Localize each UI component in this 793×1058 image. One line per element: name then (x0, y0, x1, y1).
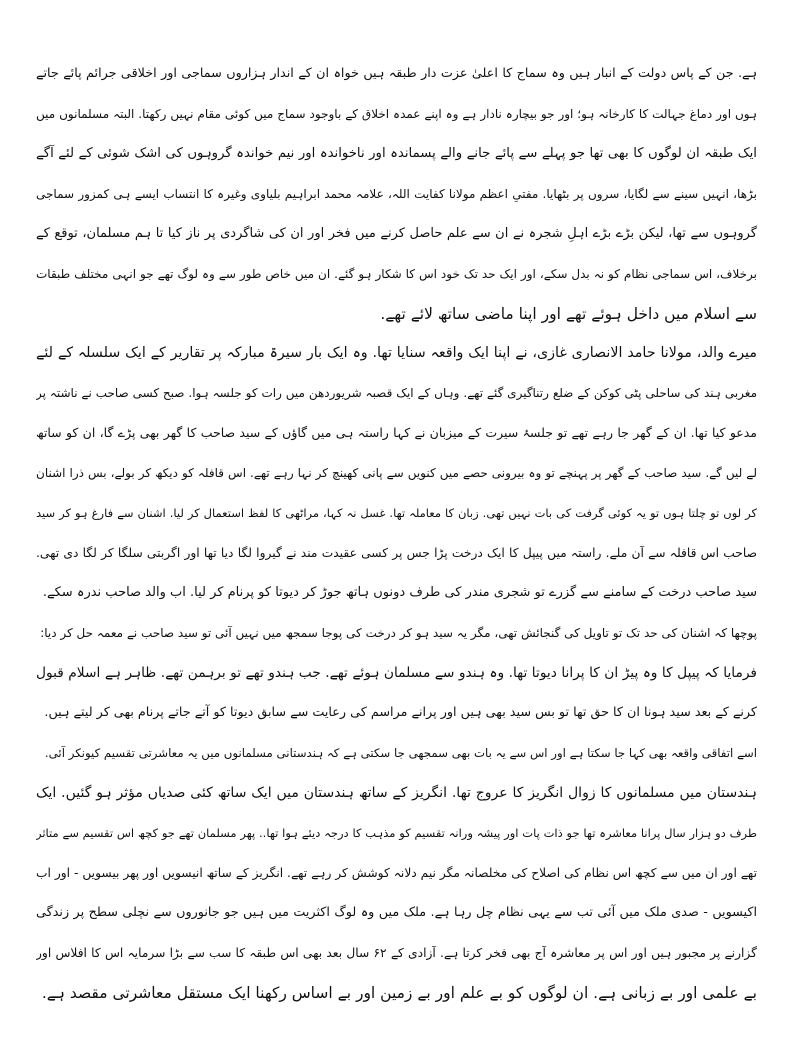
text-line: ہوں اور دماغ جہالت کا کارخانہ ہو؛ اور جو بیچارہ نادار ہے وہ اپنے عمدہ اخلاق کے باوجود سماج میں کوئی مقام نہیں رکھتا. البتہ مسلمانوں میں (36, 107, 757, 121)
text-line: بے علمی اور بے زبانی ہے. ان لوگوں کو بے علم اور بے زمین اور بے اساس رکھنا ایک مستقل معاشرتی مقصد ہے. (41, 984, 757, 1002)
paragraph-1 (36, 54, 757, 334)
text-line: گروہوں سے تھا، لیکن بڑے بڑے اہلِ شجرہ نے ان سے علم حاصل کرنے میں فخر اور ان کی شاگردی پر ناز کیا تا ہم مسلمان، توقع کے (36, 226, 757, 241)
text-line: گزارنے پر مجبور ہیں اور اس پر معاشرہ آج بھی فخر کرتا ہے. آزادی کے ۶۲ سال بعد بھی اس طبقہ کا سب سے بڑا سرمایہ اس کا افلاس اور (36, 946, 757, 960)
text-line: اکیسویں - صدی ملک میں آئی تب سے یہی نظام چل رہا ہے. ملک میں وہ لوگ اکثریت میں ہیں جو جانوروں سے نچلی سطح پر زندگی (36, 905, 757, 920)
text-line: صاحب اس قافلہ سے آن ملے. راستہ میں پیپل کا ایک درخت پڑا جس پر کسی عقیدت مند نے گیروا لگا دیا تھا اور اگربتی سلگا کر لگا دی تھی. (36, 546, 757, 560)
paragraph-2 (36, 333, 757, 653)
text-line: پوچھا کہ اشنان کی حد تک تو تاویل کی گنجائش تھی، مگر یہ سید ہو کر درخت کی پوجا سمجھ میں نہیں آئی تو سید صاحب نے معمہ حل کر دیا: (40, 626, 757, 640)
text-line: ایک طبقہ ان لوگوں کا بھی تھا جو پہلے سے پائے جانے والے پسماندہ اور ناخواندہ اور نیم خواندہ گروہوں کی اشک شوئی کے لئے آگے (36, 146, 757, 161)
text-line: ہندستان میں مسلمانوں کا زوال انگریز کا عروج تھا. انگریز کے ساتھ ہندستان میں ایک ساتھ کئی صدیاں مؤثر ہو گئیں. ایک (36, 785, 757, 801)
text-line: کر لوں تو چلتا ہوں تو یہ کوئی گرفت کی بات نہیں تھی. زبان کا معاملہ تھا. غسل نہ کہا، مراٹھی کا لفظ استعمال کر لیا. اشنان سے فارغ ہو کر سید (36, 506, 757, 520)
text-line: کرنے کے بعد سید ہونا ان کا حق تھا تو بس سید بھی ہیں اور پرانے مراسم کی رعایت سے سابق دیوتا کو آتے جاتے پرنام بھی کر لیتے ہیں. (44, 705, 757, 720)
text-line: ہے. جن کے پاس دولت کے انبار ہیں وہ سماج کا اعلیٰ عزت دار طبقہ ہیں خواہ ان کے اندار ہزاروں سماجی اور اخلاقی جرائم پائے جاتے (36, 66, 757, 81)
text-line: بڑھا، انہیں سینے سے لگایا، سروں پر بٹھایا. مفتیِ اعظم مولانا کفایت اللہ، علامہ محمد ابراہیم بلیاوی وغیرہ کا انتساب ایسے ہی کمزور سماجی (36, 187, 757, 201)
text-line: طرف دو ہزار سال پرانا معاشرہ تھا جو ذات پات اور پیشہ ورانہ تقسیم کو مذہب کا درجہ دیئے ہوا تھا.. پھر مسلمان تھے جو کچھ اس تقسیم سے متاثر (36, 826, 757, 840)
paragraph-3 (36, 653, 757, 733)
text-line: میرے والد، مولانا حامد الانصاری غازی، نے اپنا ایک واقعہ سنایا تھا. وہ ایک بار سیرۃ مبارکہ پر تقاریر کے ایک سلسلہ کے لئے (36, 345, 757, 361)
text-line: لے لیں گے. سید صاحب کے گھر پر پہنچے تو وہ بیرونی حصے میں کنویں سے پانی کھینچ کر نہا رہے تھے. اس قافلہ کو دیکھ کر بولے، بس ذرا اشنان (36, 466, 757, 480)
paragraph-5 (36, 773, 757, 1013)
text-line: سے اسلام میں داخل ہوئے تھے اور اپنا ماضی ساتھ لائے تھے. (380, 305, 757, 323)
text-line: تھے اور ان میں سے کچھ اس نظام کی اصلاح کی مخلصانہ مگر نیم دلانہ کوشش کر رہے تھے. انگریز کے ساتھ انیسویں اور پھر بیسویں - اور اب (36, 866, 757, 880)
text-line: سید صاحب درخت کے سامنے سے گزرے تو شجری مندر کی طرف دونوں ہاتھ جوڑ کر دیوتا کو پرنام کر لیا. اب والد صاحب ندرہ سکے. (42, 585, 757, 600)
text-line: مدعو کیا تھا. ان کے گھر جا رہے تھے تو جلسۂ سیرت کے میزبان نے کہا راستہ ہی میں گاؤں کے سید صاحب کا گھر بھی پڑے گا، ان کو ساتھ (36, 425, 757, 440)
text-line: اسے اتفاقی واقعہ بھی کہا جا سکتا ہے اور اس سے یہ بات بھی سمجھی جا سکتی ہے کہ ہندستانی مسلمانوں میں یہ معاشرتی تقسیم کیونکر آئی. (44, 746, 757, 760)
paragraph-4 (36, 733, 757, 773)
text-line: مغربی ہند کی ساحلی پٹی کوکن کے ضلع رتناگیری گئے تھے. وہاں کے ایک قصبہ شریوردھن میں رات کو جلسہ ہوا. صبح کسی صاحب نے ناشتہ پر (36, 386, 757, 400)
text-line: برخلاف، اس سماجی نظام کو نہ بدل سکے، اور ایک حد تک خود اس کا شکار ہو گئے. ان میں خاص طور سے وہ لوگ تھے جو انہی مختلف طبقات (36, 267, 757, 281)
text-line: فرمایا کہ پیپل کا وہ پیڑ ان کا پرانا دیوتا تھا. وہ ہندو سے مسلمان ہوئے تھے. جب ہندو تھے تو برہمن تھے. ظاہر ہے اسلام قبول (36, 665, 757, 681)
